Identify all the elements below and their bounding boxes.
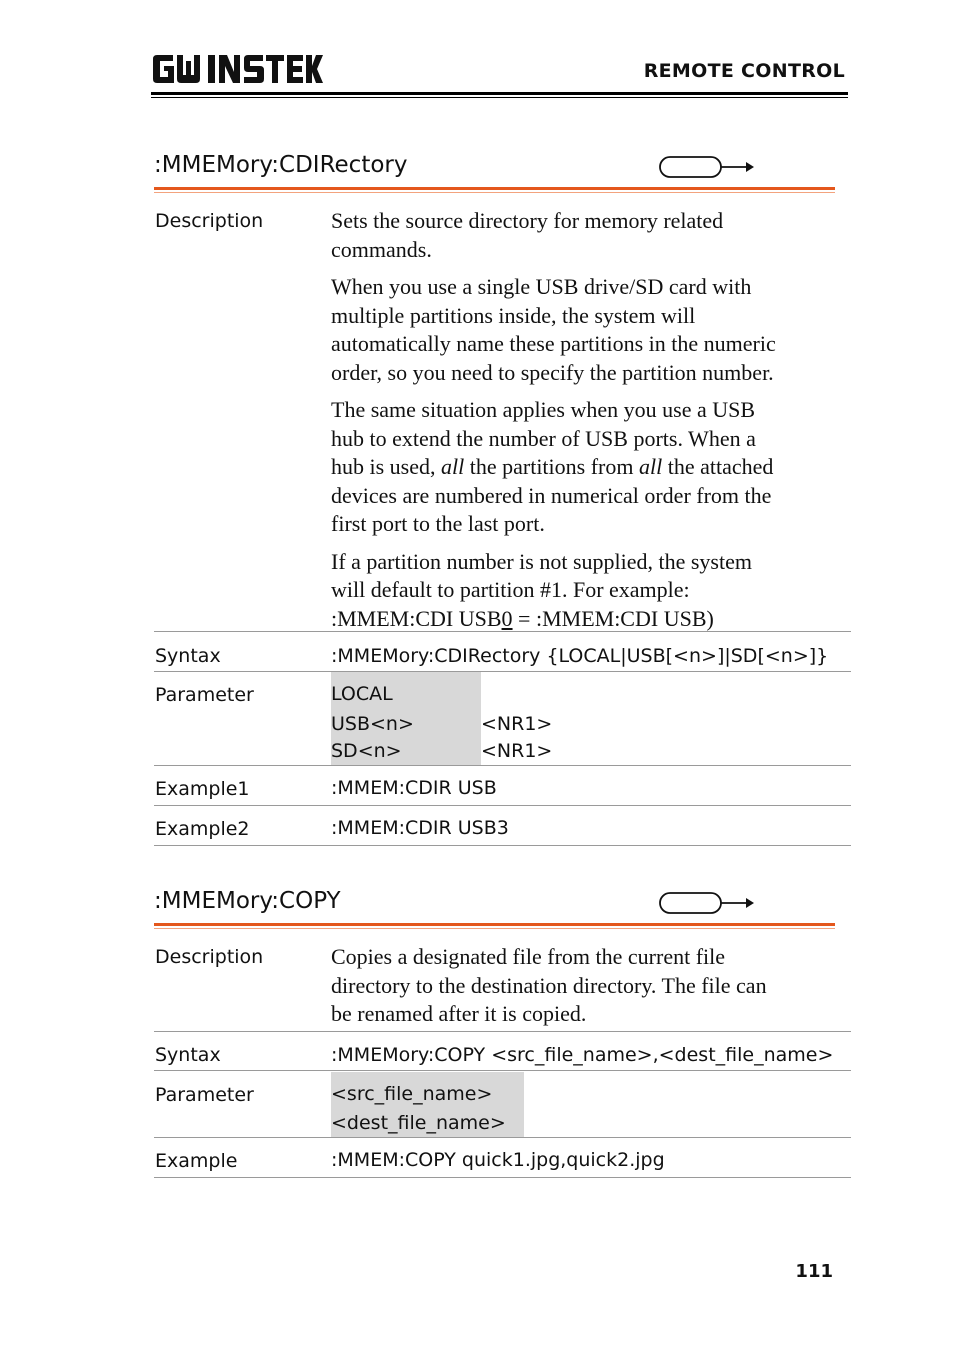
example-value: :MMEM:COPY quick1.jpg,quick2.jpg	[331, 1149, 665, 1171]
parameter-name: USB<n>	[331, 713, 414, 735]
row-divider	[154, 805, 851, 806]
example1-value: :MMEM:CDIR USB	[331, 777, 497, 799]
description-line: order, so you need to specify the partition number.	[331, 359, 774, 385]
syntax-label: Syntax	[155, 1044, 221, 1066]
description-label: Description	[155, 946, 264, 968]
row-divider	[154, 671, 851, 672]
description-line: be renamed after it is copied.	[331, 1001, 587, 1026]
underlined-zero: 0	[501, 605, 513, 631]
row-divider	[154, 1031, 851, 1032]
row-divider	[154, 845, 851, 846]
syntax-label: Syntax	[155, 645, 221, 667]
set-command-icon	[657, 889, 757, 917]
example2-label: Example2	[155, 818, 250, 840]
command-title-copy: :MMEMory:COPY	[154, 888, 341, 914]
row-divider	[154, 1070, 851, 1071]
parameter-type: <NR1>	[481, 740, 553, 762]
page-number: 111	[795, 1261, 833, 1282]
header-rule-thin	[151, 97, 848, 98]
description-line: :MMEM:CDI USB0 = :MMEM:CDI USB)	[331, 605, 714, 631]
description-paragraph: Sets the source directory for memory related commands.	[331, 208, 724, 262]
parameter-name: <src_file_name>	[331, 1083, 493, 1105]
section-rule-thin	[154, 928, 835, 929]
parameter-label: Parameter	[155, 684, 254, 706]
emphasis: all	[638, 454, 663, 479]
description-line: The same situation applies when you use a USB	[331, 397, 756, 422]
parameter-label: Parameter	[155, 1084, 254, 1106]
row-divider	[154, 765, 851, 766]
description-text	[331, 943, 846, 1029]
set-command-icon	[657, 153, 757, 181]
parameter-type: <NR1>	[481, 713, 553, 735]
emphasis: all	[441, 454, 465, 479]
command-title-cdir: :MMEMory:CDIRectory	[154, 152, 408, 178]
example-label: Example	[155, 1150, 238, 1172]
description-line: multiple partitions inside, the system will	[331, 302, 696, 328]
header-rule	[151, 92, 848, 95]
description-line: automatically name these partitions in the numeric	[331, 331, 776, 356]
description-line: Copies a designated file from the current file	[331, 944, 726, 969]
description-line: If a partition number is not supplied, the system	[331, 548, 752, 574]
parameter-name: <dest_file_name>	[331, 1112, 506, 1134]
section-rule	[154, 923, 835, 926]
parameter-name: SD<n>	[331, 740, 402, 762]
section-title: REMOTE CONTROL	[643, 60, 845, 82]
example1-label: Example1	[155, 778, 250, 800]
description-text	[331, 207, 846, 633]
parameter-name: LOCAL	[331, 683, 393, 705]
description-line: When you use a single USB drive/SD card with	[331, 274, 752, 299]
gw-instek-logo	[153, 55, 323, 83]
row-divider	[154, 1137, 851, 1138]
description-line: devices are numbered in numerical order from the	[331, 482, 772, 508]
description-line: directory to the destination directory. The file can	[331, 972, 767, 998]
row-divider	[154, 631, 851, 632]
description-line: hub is used, all the partitions from all the attached	[331, 454, 774, 479]
description-line: hub to extend the number of USB ports. When a	[331, 425, 756, 451]
section-rule	[154, 187, 835, 190]
example2-value: :MMEM:CDIR USB3	[331, 817, 509, 839]
description-label: Description	[155, 210, 264, 232]
description-line: will default to partition #1. For example:	[331, 577, 690, 602]
section-rule-thin	[154, 192, 835, 193]
description-line: first port to the last port.	[331, 511, 545, 536]
syntax-value: :MMEMory:CDIRectory {LOCAL|USB[<n>]|SD[<n>]}	[331, 645, 829, 667]
row-divider	[154, 1177, 851, 1178]
syntax-value: :MMEMory:COPY <src_file_name>,<dest_file_name>	[331, 1044, 834, 1066]
